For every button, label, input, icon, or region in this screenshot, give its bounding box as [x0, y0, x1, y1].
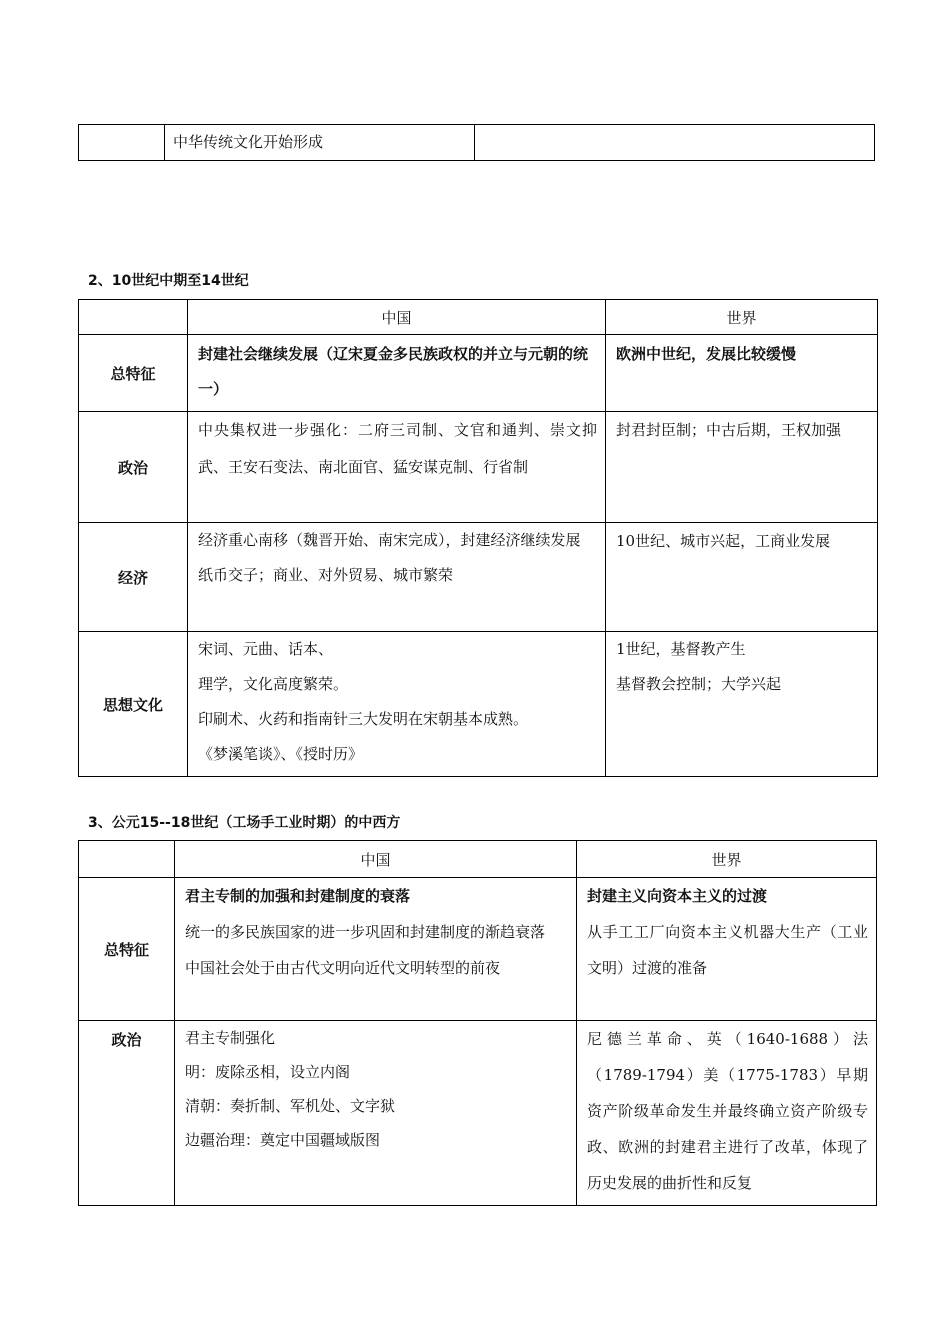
table-row	[79, 632, 878, 777]
row-label: 总特征	[79, 878, 175, 1021]
cell-text: 从手工工厂向资本主义机器大生产（工业文明）过渡的准备	[587, 923, 868, 977]
row-label: 经济	[79, 523, 188, 632]
table-cell	[577, 1021, 877, 1206]
header-empty	[79, 841, 175, 878]
row-label: 政治	[79, 412, 188, 523]
cell-text: 10世纪、城市兴起，工商业发展	[616, 532, 831, 550]
cell-text: 君主专制强化	[185, 1029, 276, 1047]
header-china: 中国	[175, 841, 577, 878]
section-2-title: 2、10世纪中期至14世纪	[88, 273, 249, 289]
cell-text: 统一的多民族国家的进一步巩固和封建制度的渐趋衰落	[185, 923, 546, 941]
row-label: 思想文化	[79, 632, 188, 777]
row-label: 总特征	[79, 335, 188, 412]
table-cell	[606, 412, 878, 523]
table-cell	[188, 335, 606, 412]
table-cell	[606, 632, 878, 777]
table-cell	[175, 878, 577, 1021]
header-world: 世界	[606, 300, 878, 335]
table-1	[78, 124, 875, 161]
table-row	[79, 412, 878, 523]
cell-text: 《梦溪笔谈》、《授时历》	[198, 745, 364, 763]
table-row	[79, 523, 878, 632]
header-empty	[79, 300, 188, 335]
cell-text: 基督教会控制；大学兴起	[616, 675, 782, 693]
cell-text: 边疆治理：奠定中国疆域版图	[185, 1131, 381, 1149]
cell-text: 理学，文化高度繁荣。	[198, 675, 349, 693]
table-row	[79, 335, 878, 412]
table-cell-empty	[79, 125, 165, 161]
cell-text: 清朝：奏折制、军机处、文字狱	[185, 1097, 396, 1115]
cell-text: 1世纪，基督教产生	[616, 640, 746, 658]
cell-text: 印刷术、火药和指南针三大发明在宋朝基本成熟。	[198, 710, 529, 728]
table-cell	[175, 1021, 577, 1206]
table-row	[79, 878, 877, 1021]
table-header-row	[79, 300, 878, 335]
cell-text: 明：废除丞相，设立内阁	[185, 1063, 351, 1081]
cell-heading: 君主专制的加强和封建制度的衰落	[185, 887, 411, 905]
table-cell	[188, 412, 606, 523]
cell-text: 封君封臣制；中古后期，王权加强	[616, 421, 842, 439]
table-2	[78, 299, 878, 777]
cell-text: 宋词、元曲、话本、	[198, 640, 334, 658]
cell-text: 中华传统文化开始形成	[173, 133, 324, 151]
table-row	[79, 125, 875, 161]
cell-text: 欧洲中世纪，发展比较缓慢	[616, 345, 797, 363]
table-row	[79, 1021, 877, 1206]
section-3-title: 3、公元15--18世纪（工场手工业时期）的中西方	[88, 815, 401, 831]
cell-heading: 封建主义向资本主义的过渡	[587, 887, 768, 905]
cell-text: 中国社会处于由古代文明向近代文明转型的前夜	[185, 959, 501, 977]
table-cell	[188, 523, 606, 632]
table-cell	[577, 878, 877, 1021]
table-cell	[165, 125, 475, 161]
cell-text: 经济重心南移（魏晋开始、南宋完成），封建经济继续发展	[198, 531, 581, 549]
header-china: 中国	[188, 300, 606, 335]
cell-text: 封建社会继续发展（辽宋夏金多民族政权的并立与元朝的统一）	[198, 345, 589, 398]
table-cell	[606, 523, 878, 632]
table-cell	[475, 125, 875, 161]
cell-text: 中央集权进一步强化：二府三司制、文官和通判、崇文抑武、王安石变法、南北面官、猛安谋克制、行省制	[198, 421, 597, 476]
cell-text: 尼德兰革命、英（1640-1688）法（1789-1794）美（1775-1783）早期资产阶级革命发生并最终确立资产阶级专政、欧洲的封建君主进行了改革，体现了历史发展的曲折性和反复	[587, 1030, 868, 1192]
table-header-row	[79, 841, 877, 878]
table-3	[78, 840, 877, 1206]
table-cell	[188, 632, 606, 777]
header-world: 世界	[577, 841, 877, 878]
cell-text: 纸币交子；商业、对外贸易、城市繁荣	[198, 566, 454, 584]
table-cell	[606, 335, 878, 412]
row-label: 政治	[79, 1021, 175, 1206]
